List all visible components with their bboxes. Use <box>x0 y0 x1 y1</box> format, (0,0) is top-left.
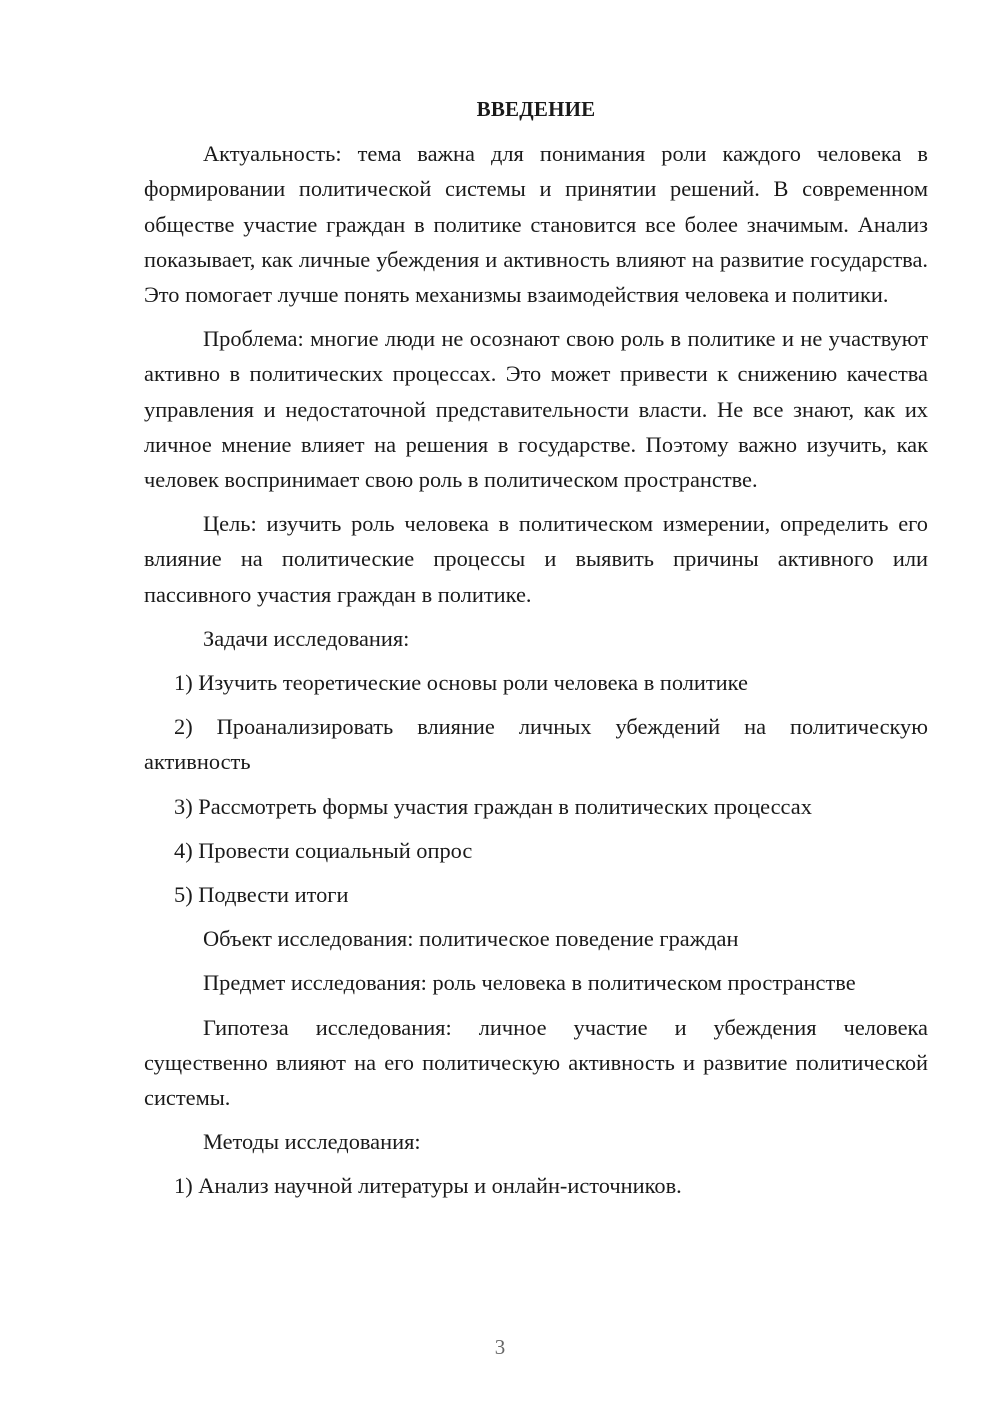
subject-line: Предмет исследования: роль человека в политическом пространстве <box>203 970 856 996</box>
hypothesis-paragraph: Гипотеза исследования: личное участие и убеждения человека существенно влияют на его политическую активность и развитие политической системы. <box>144 1014 928 1111</box>
task-item: 1) Изучить теоретические основы роли человека в политике <box>174 670 748 696</box>
task-item: 2) Проанализировать влияние личных убеждений на политическую активность <box>144 714 928 775</box>
task-item: 4) Провести социальный опрос <box>174 837 473 863</box>
goal-paragraph: Цель: изучить роль человека в политическом измерении, определить его влияние на политические процессы и выявить причины активного или пассивного участия граждан в политике. <box>144 511 928 607</box>
object-line: Объект исследования: политическое поведение граждан <box>203 926 739 952</box>
page-number: 3 <box>494 1335 506 1359</box>
problem-paragraph: Проблема: многие люди не осознают свою роль в политике и не участвуют активно в политических процессах. Это может привести к снижению качества управления и недостаточной представительности власти. Не все знают, как их личное мнение влияет на решения в государстве. Поэтому важно изучить, как человек воспринимает свою роль в политическом пространстве. <box>144 326 928 493</box>
methods-heading: Методы исследования: <box>203 1129 421 1155</box>
page-title: ВВЕДЕНИЕ <box>476 97 596 121</box>
tasks-heading: Задачи исследования: <box>203 625 410 651</box>
method-item: 1) Анализ научной литературы и онлайн-источников. <box>174 1173 682 1199</box>
task-item: 3) Рассмотреть формы участия граждан в политических процессах <box>174 793 812 819</box>
page-content <box>144 92 928 1213</box>
task-item: 5) Подвести итоги <box>174 882 349 908</box>
relevance-paragraph: Актуальность: тема важна для понимания роли каждого человека в формировании политической системы и принятии решений. В современном обществе участие граждан в политике становится все более значимым. Анализ показывает, как личные убеждения и активность влияют на развитие государства. Это помогает лучше понять механизмы взаимодействия человека и политики. <box>144 141 928 308</box>
